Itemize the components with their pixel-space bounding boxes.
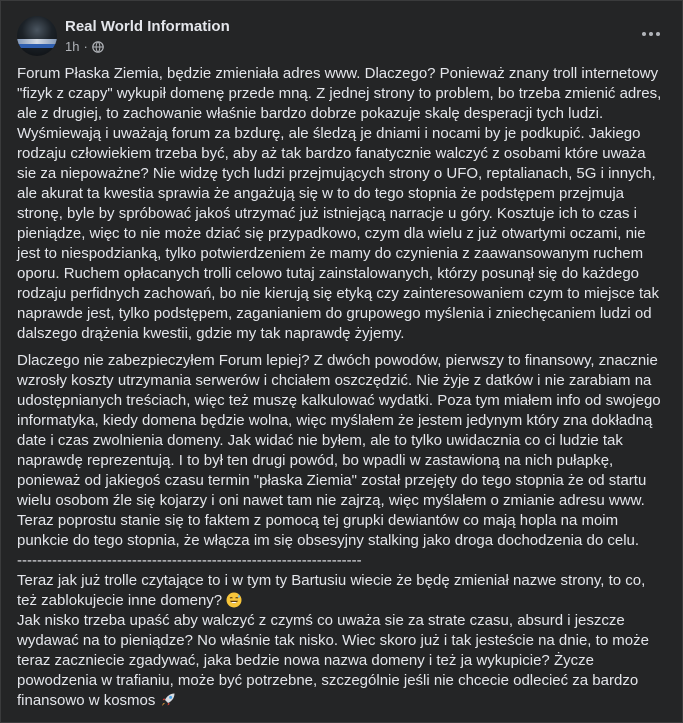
page-name-link[interactable]: Real World Information bbox=[65, 18, 230, 35]
post-paragraph-4 bbox=[17, 611, 668, 711]
post-paragraph-3a: Teraz jak już trolle czytające to i w tym ty Bartusiu wiecie że będę zmieniał nazwe strony, to co, też zablokujecie inne domeny? bbox=[17, 572, 646, 609]
globe-icon[interactable] bbox=[92, 41, 104, 53]
post-time[interactable]: 1h bbox=[65, 39, 80, 54]
post-paragraph-3b: Jak nisko trzeba upaść aby walczyć z czymś co uważa sie za strate czasu, absurd i jeszcze wydawać na to pieniądze? No właśnie tak nisko. Wiec skoro już i tak jesteście na dnie, to może teraz zaczniecie zgadywać, jaka bedzie nowa nazwa domeny i też ja wykupicie? Życze powodzenia w trafianiu, może być potrzebne, szczególnie jeśli nie chcecie odlecieć za bardzo finansowo w kosmos bbox=[17, 612, 649, 709]
post-header bbox=[17, 16, 667, 56]
avatar-band bbox=[17, 44, 57, 48]
post-paragraph-1: Forum Płaska Ziemia, będzie zmieniała adres www. Dlaczego? Ponieważ znany troll internetowy "fizyk z czapy" wykupił domenę przede mną. Z jednej strony to problem, bo trzeba zmienić adres, ale z drugiej, to zachowanie właśnie bardzo dobrze pokazuje skalę desperacji tych ludzi. Wyśmiewają i uważają forum za bzdurę, ale śledzą je dniami i nocami by je podkupić. Jakiego rodzaju człowiekiem trzeba być, aby aż tak bardzo fanatycznie walczyć z osobami które uważa sie za niepoważne? Nie widzę tych ludzi przejmujących strony o UFO, reptalianach, 5G i innych, ale akurat ta kwestia sprawia że angażują się w to do tego stopnia że podstępem przejmuja stronę, byle by spróbować jakoś utrzymać już istniejącą narracje u góry. Kosztuje ich to czas i pieniądze, więc to nie może dziać się przypadkowo, czym dla wielu z już otwartymi oczami, nie jest to niespodzianką, tylko potwierdzeniem że mamy do czynienia z zaawansowanym ruchem oporu. Ruchem opłacanych trolli celowo tutaj zainstalowanych, którzy posunął się do każdego rodzaju perfidnych zachowań, bo nie kierują się etyką czy zainteresowaniem czym to miejsce tak naprawde jest, tylko podstępem, zaganianiem do grupowego myślenia i zniechęcaniem ludzi od dalszego drążenia kwestii, gdzie my tak naprawdę żyjemy. bbox=[17, 65, 662, 342]
rocket-emoji-icon bbox=[160, 692, 176, 708]
post-divider: --------------------------------------------------------------------- bbox=[17, 552, 362, 569]
meta-separator: · bbox=[83, 39, 88, 54]
avatar[interactable] bbox=[17, 16, 57, 56]
post-paragraph-3 bbox=[17, 571, 668, 611]
more-options-icon[interactable] bbox=[635, 20, 667, 48]
post-paragraph-2: Dlaczego nie zabezpieczyłem Forum lepiej? Z dwóch powodów, pierwszy to finansowy, znacznie wzrosły koszty utrzymania serwerów i chciałem oszczędzić. Nie żyje z datków i nie zarabiam na udostępnianych treściach, więc też muszę kalkulować wydatki. Poza tym miałem info od swojego informatyka, kiedy domena będzie wolna, więc myślałem że jestem jedynym który zna dokładną date i czas zwolnienia domeny. Jak widać nie byłem, ale to tylko uwidacznia co ci ludzie tak naprawdę reprezentują. I to był ten drugi powód, bo wpadli w zastawioną na nich pułapkę, ponieważ od jakiegoś czasu termin "płaska Ziemia" został przejęty do tego stopnia że od startu wielu osobom źle się kojarzy i oni nawet tam nie zajrzą, więc myślałem o zmianie adresu www. Teraz poprostu stanie się to faktem z pomocą tej grupki dewiantów co mają hopla na moim punkcie do tego stopnia, że włącza im się obsesyjny stalking jako droga dochodzenia do celu. bbox=[17, 352, 661, 549]
post-body bbox=[17, 64, 668, 711]
sweat-smile-emoji-icon bbox=[226, 592, 242, 608]
post-meta bbox=[65, 39, 104, 54]
